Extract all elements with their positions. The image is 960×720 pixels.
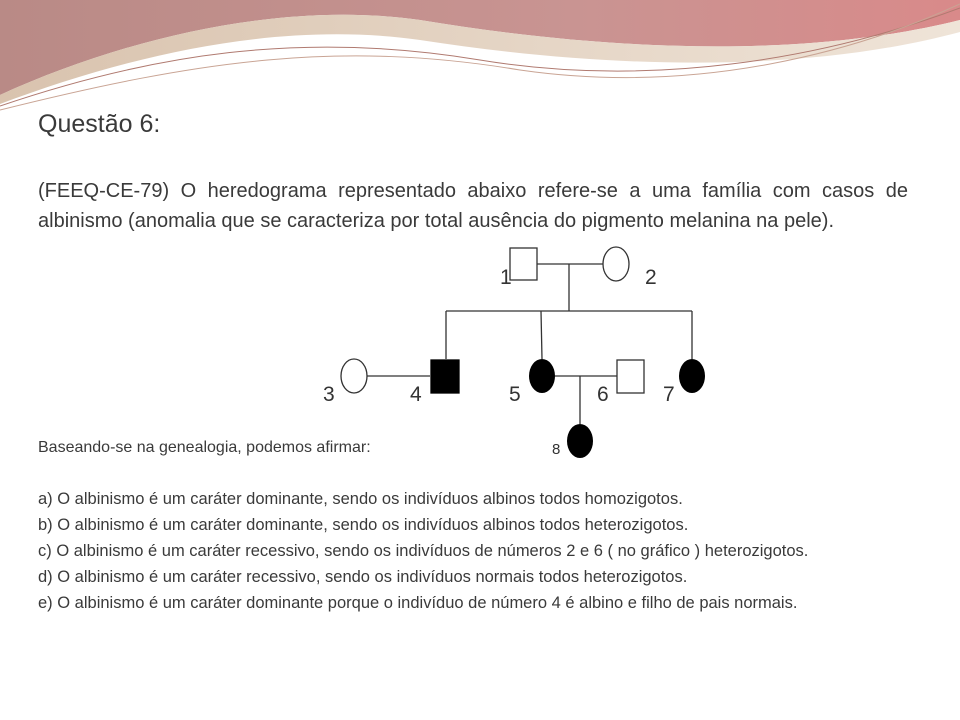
individual-2-female xyxy=(603,247,629,281)
label-individual-2: 2 xyxy=(645,266,657,289)
question-title: Questão 6: xyxy=(38,110,161,138)
answer-options xyxy=(38,486,918,616)
option-b: b) O albinismo é um caráter dominante, sendo os indivíduos albinos todos heterozigotos. xyxy=(38,516,689,534)
label-individual-6: 6 xyxy=(597,383,609,406)
individual-8-female-affected xyxy=(567,424,593,458)
individual-1-male xyxy=(510,248,537,280)
label-individual-8: 8 xyxy=(552,441,561,458)
label-individual-3: 3 xyxy=(323,383,335,406)
option-c: c) O albinismo é um caráter recessivo, sendo os indivíduos de números 2 e 6 ( no gráfico ) heterozigotos. xyxy=(38,542,809,560)
label-individual-7: 7 xyxy=(663,383,675,406)
option-e: e) O albinismo é um caráter dominante porque o indivíduo de número 4 é albino e filho de pais normais. xyxy=(38,594,798,612)
child-line-5 xyxy=(541,311,542,359)
individual-4-male-affected xyxy=(431,360,459,393)
individual-6-male xyxy=(617,360,644,393)
question-intro: (FEEQ-CE-79) O heredograma representado abaixo refere-se a uma família com casos de albinismo (anomalia que se caracteriza por total ausência do pigmento melanina na pele). xyxy=(38,180,908,232)
label-individual-4: 4 xyxy=(410,383,422,406)
question-prompt: Baseando-se na genealogia, podemos afirmar: xyxy=(38,439,371,456)
option-d: d) O albinismo é um caráter recessivo, sendo os indivíduos normais todos heterozigotos. xyxy=(38,568,688,586)
individual-7-female-affected xyxy=(679,359,705,393)
option-a: a) O albinismo é um caráter dominante, sendo os indivíduos albinos todos homozigotos. xyxy=(38,490,683,508)
label-individual-5: 5 xyxy=(509,383,521,406)
label-individual-1: 1 xyxy=(500,266,512,289)
individual-5-female-affected xyxy=(529,359,555,393)
individual-3-female xyxy=(341,359,367,393)
